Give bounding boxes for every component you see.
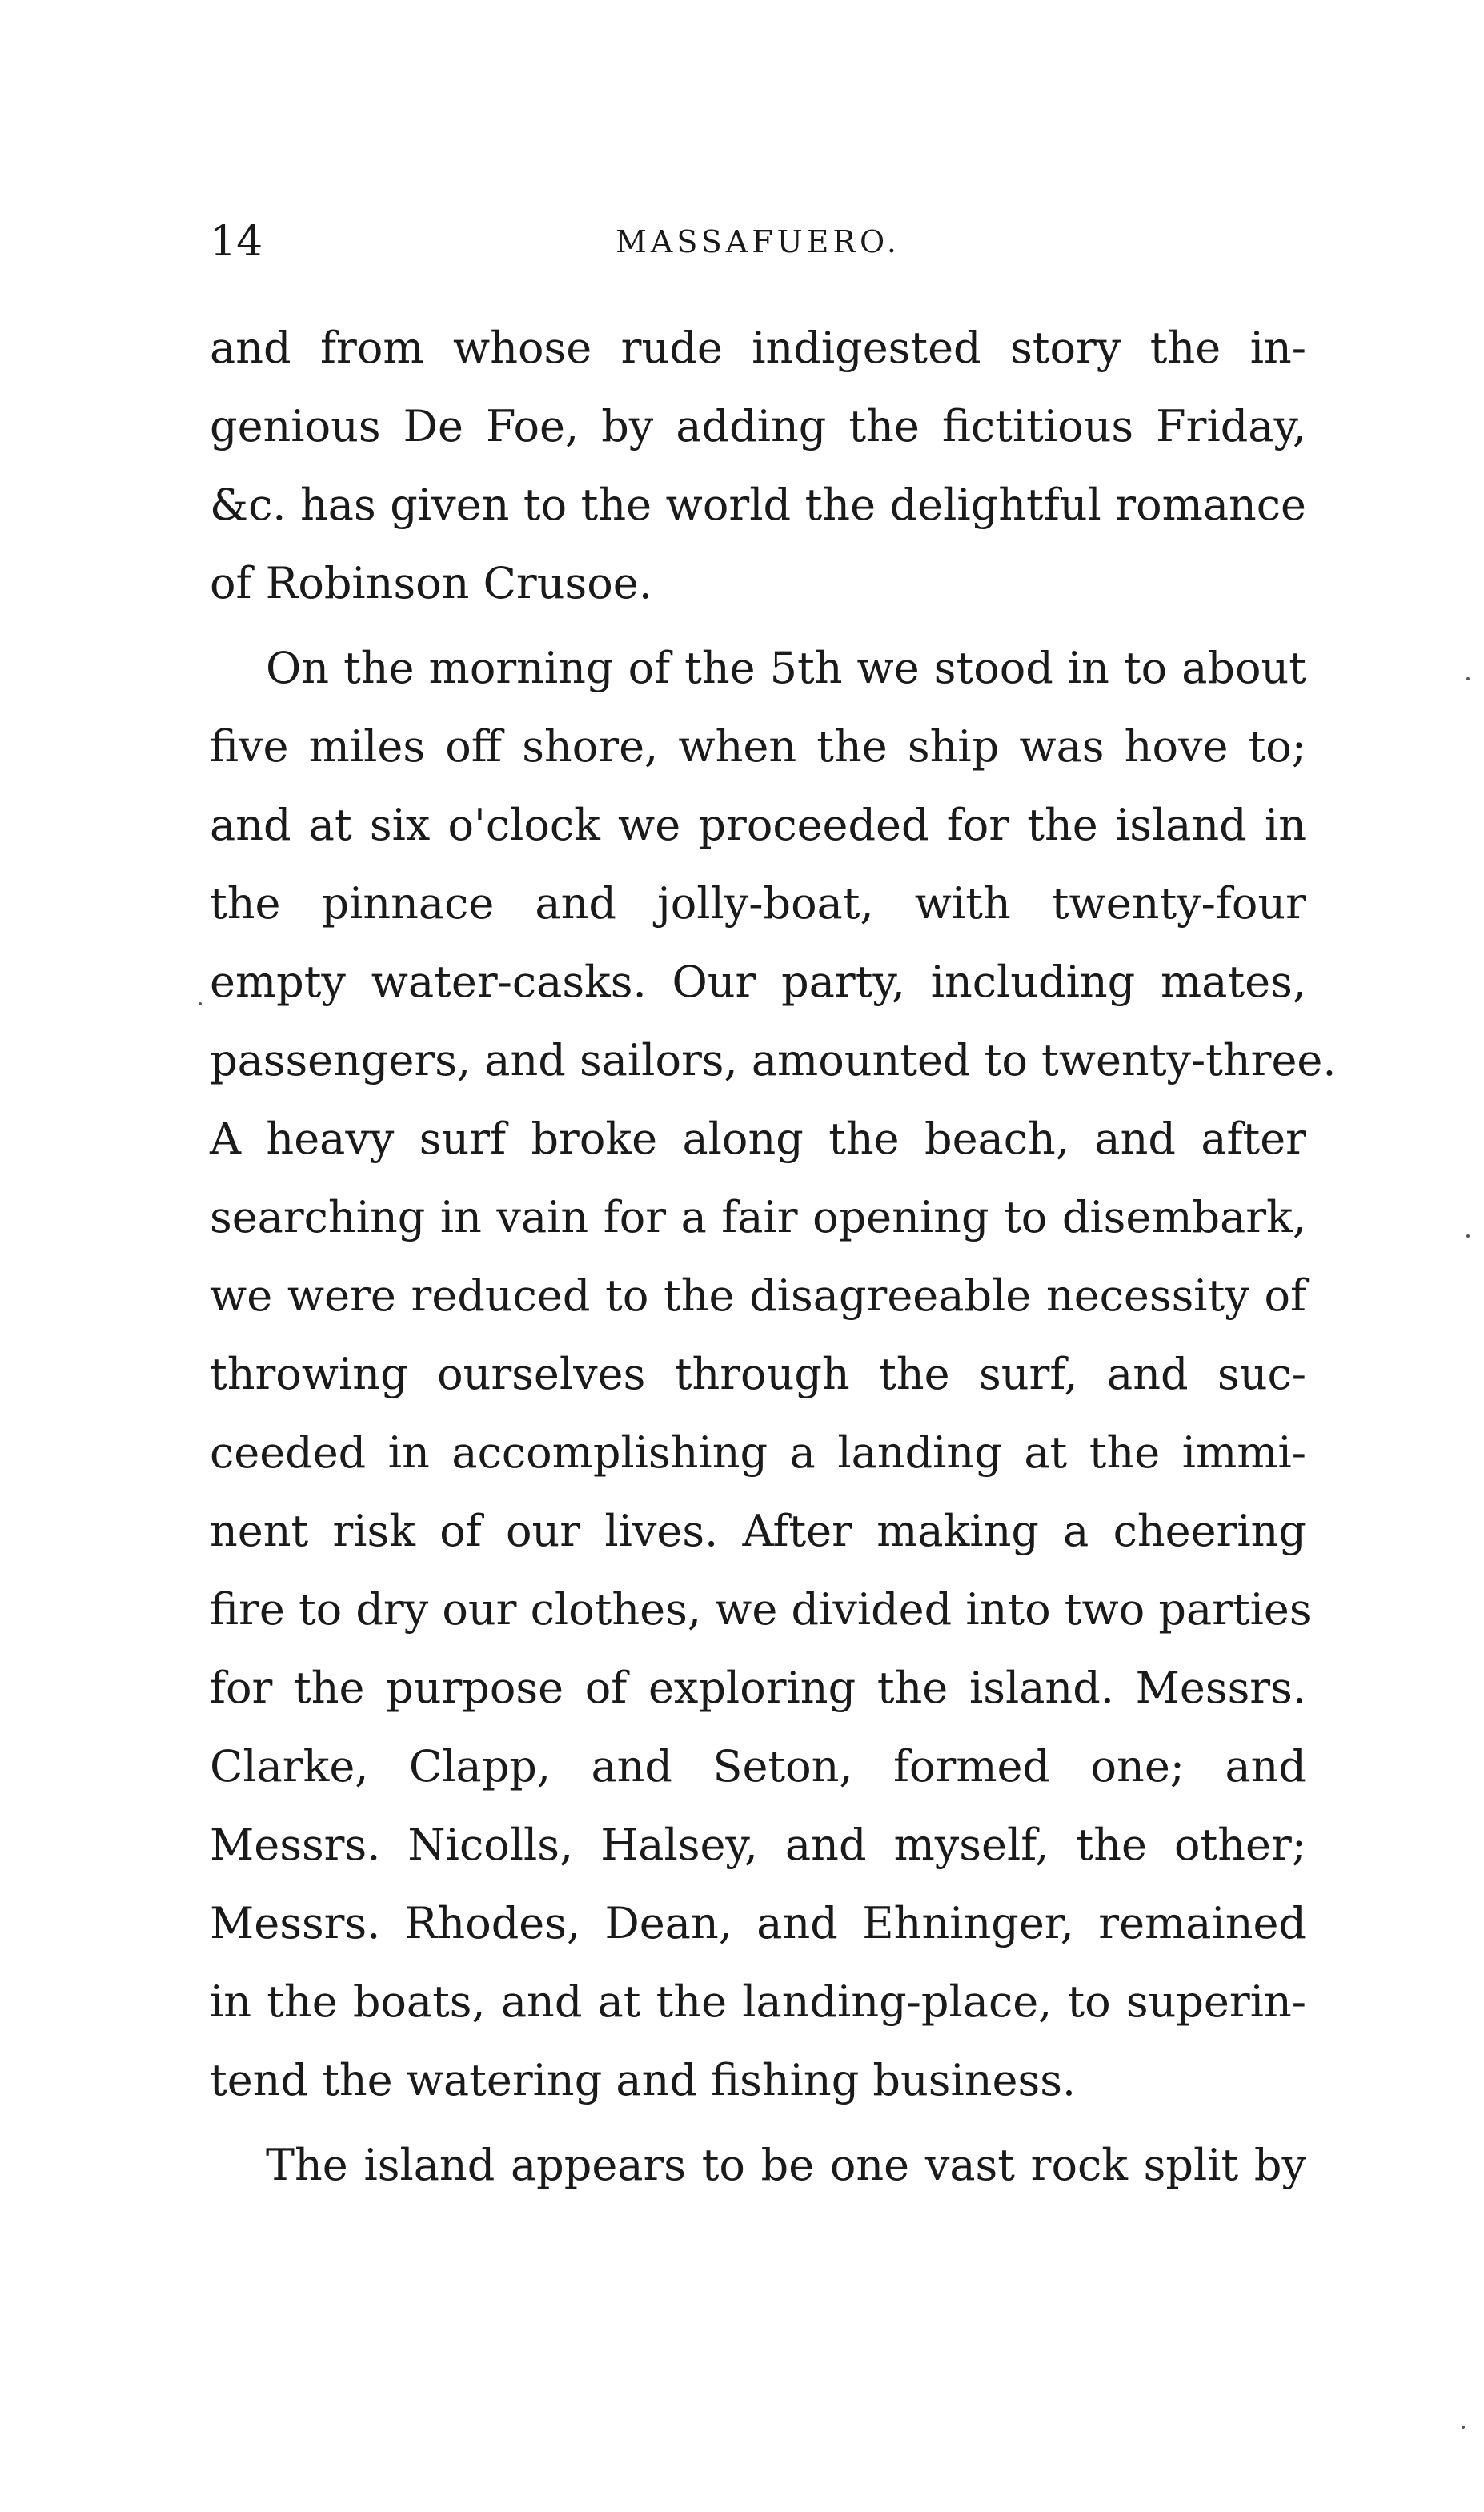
text-line: and at six o'clock we proceeded for the island in bbox=[210, 800, 1306, 850]
text-line: Messrs. Rhodes, Dean, and Ehninger, remained bbox=[210, 1898, 1306, 1948]
text-line: empty water-casks. Our party, including mates, bbox=[210, 957, 1306, 1007]
text-line: in the boats, and at the landing-place, to superin- bbox=[210, 1976, 1306, 2027]
text-line: tend the watering and fishing business. bbox=[210, 2055, 1077, 2105]
text-line: we were reduced to the disagreeable necessity of bbox=[210, 1270, 1306, 1321]
text-line: genious De Foe, by adding the fictitious Friday, bbox=[210, 401, 1306, 451]
text-line: &c. has given to the world the delightful romance bbox=[210, 480, 1306, 530]
scan-speck bbox=[1462, 2426, 1465, 2429]
page-number: 14 bbox=[210, 218, 263, 266]
text-line: Clarke, Clapp, and Seton, formed one; and bbox=[210, 1741, 1306, 1792]
text-line: Messrs. Nicolls, Halsey, and myself, the other; bbox=[210, 1820, 1306, 1870]
body-text bbox=[210, 309, 1337, 2205]
text-line: The island appears to be one vast rock split by bbox=[266, 2140, 1306, 2190]
text-line: five miles off shore, when the ship was hove to; bbox=[210, 721, 1306, 772]
running-title: MASSAFUERO. bbox=[616, 224, 900, 259]
text-line: the pinnace and jolly-boat, with twenty-four bbox=[210, 878, 1306, 929]
text-line: ceeded in accomplishing a landing at the immi- bbox=[210, 1427, 1306, 1478]
scan-speck bbox=[1466, 677, 1470, 680]
text-line: searching in vain for a fair opening to disembark, bbox=[210, 1192, 1306, 1242]
text-line: passengers, and sailors, amounted to twenty-three. bbox=[210, 1035, 1337, 1085]
text-line: throwing ourselves through the surf, and suc- bbox=[210, 1349, 1306, 1399]
text-line: On the morning of the 5th we stood in to about bbox=[266, 643, 1306, 693]
text-line: for the purpose of exploring the island. Messrs. bbox=[210, 1663, 1306, 1713]
text-line: and from whose rude indigested story the in- bbox=[210, 323, 1306, 373]
scan-speck bbox=[1466, 1234, 1470, 1238]
text-line: fire to dry our clothes, we divided into two parties bbox=[210, 1584, 1312, 1635]
text-line: nent risk of our lives. After making a cheering bbox=[210, 1506, 1306, 1556]
text-line: of Robinson Crusoe. bbox=[210, 558, 652, 608]
text-line: A heavy surf broke along the beach, and after bbox=[210, 1114, 1306, 1164]
running-header bbox=[210, 210, 1306, 274]
scan-speck bbox=[199, 1002, 202, 1005]
